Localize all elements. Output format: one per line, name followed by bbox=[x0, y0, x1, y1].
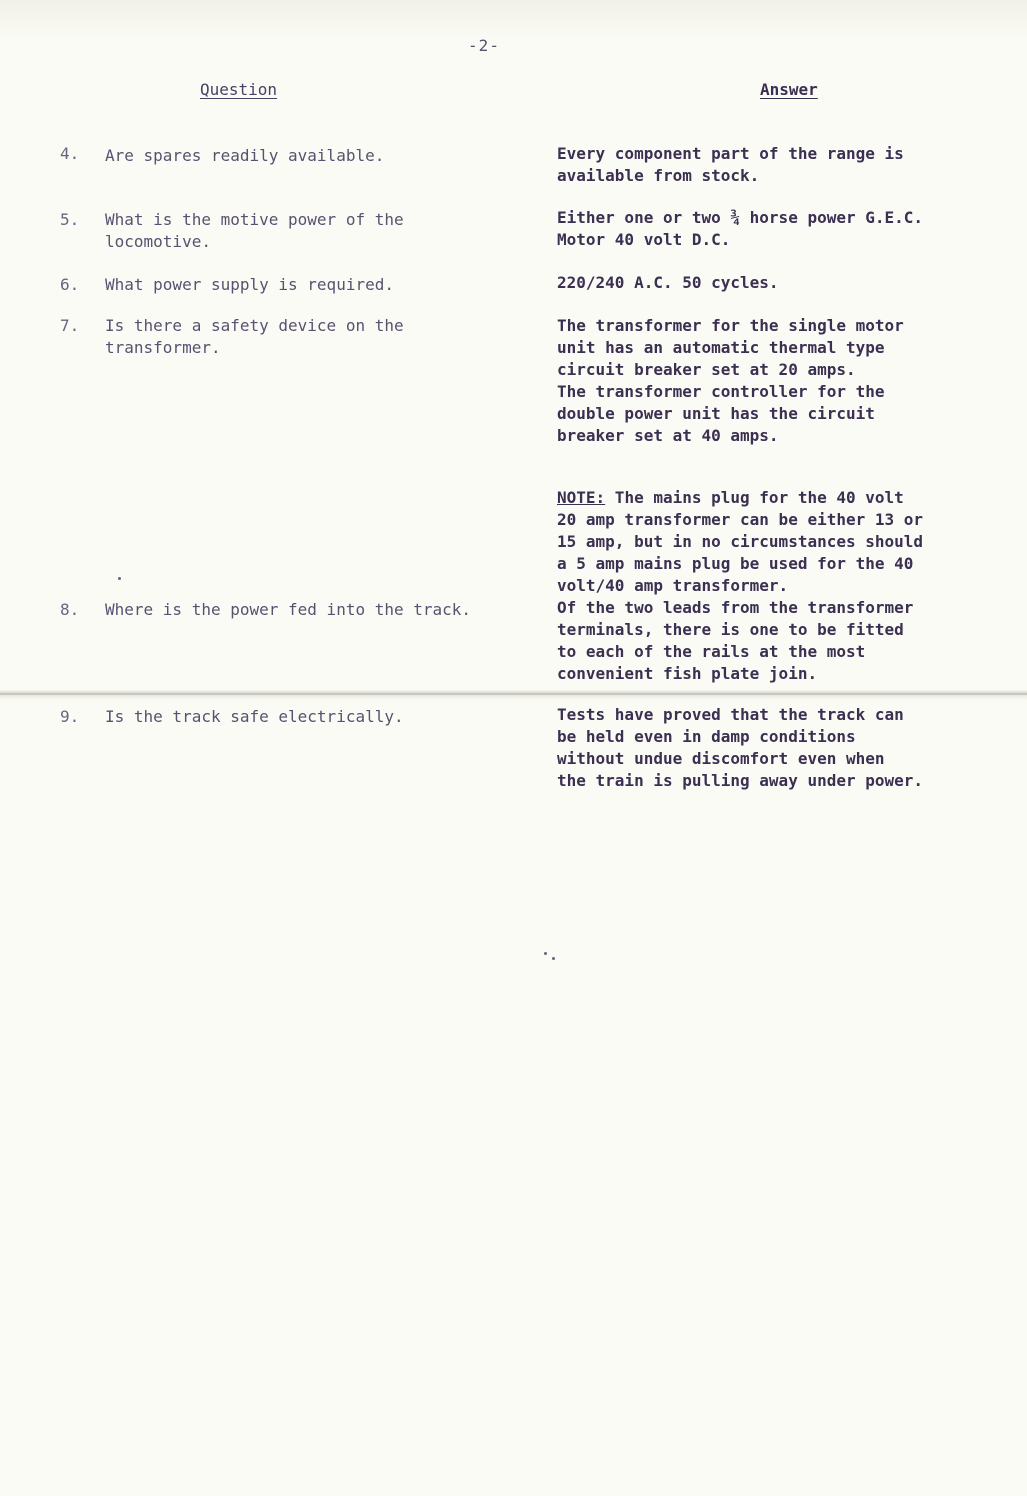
question-text: Is there a safety device on the transformer. bbox=[105, 316, 404, 357]
note-text: The mains plug for the 40 volt 20 amp transformer can be either 13 or 15 amp, but in no circumstances should a 5 amp mains plug be used for the 40 volt/40 amp transformer. bbox=[557, 488, 924, 595]
answer-text: 220/240 A.C. 50 cycles. bbox=[557, 273, 779, 292]
note-block bbox=[557, 465, 987, 597]
answer-text: The transformer for the single motor unit has an automatic thermal type circuit breaker set at 20 amps. The transformer controller for the double power unit has the circuit breaker set at 40 amps. bbox=[557, 316, 904, 445]
question-text: Is the track safe electrically. bbox=[105, 707, 404, 726]
question-text: Where is the power fed into the track. bbox=[105, 600, 472, 619]
paper-fold-line bbox=[0, 693, 1027, 695]
item-number: 7. bbox=[60, 316, 80, 335]
answer-column-header: Answer bbox=[760, 80, 818, 99]
ink-speck bbox=[544, 952, 547, 955]
item-number: 4. bbox=[60, 144, 80, 163]
question-text: What is the motive power of the locomotive. bbox=[105, 210, 404, 251]
ink-speck bbox=[552, 957, 555, 960]
answer-text: Every component part of the range is available from stock. bbox=[557, 144, 904, 185]
item-number: 6. bbox=[60, 275, 80, 294]
note-label: NOTE: bbox=[557, 488, 606, 507]
item-number: 9. bbox=[60, 707, 80, 726]
question-column-header: Question bbox=[200, 80, 278, 99]
question-text: Are spares readily available. bbox=[105, 146, 385, 165]
item-number: 5. bbox=[60, 210, 80, 229]
answer-text: Either one or two ¾ horse power G.E.C. Motor 40 volt D.C. bbox=[557, 208, 924, 249]
answer-text: Of the two leads from the transformer terminals, there is one to be fitted to each of the rails at the most convenient fish plate join. bbox=[557, 598, 914, 683]
item-number: 8. bbox=[60, 600, 80, 619]
answer-text: Tests have proved that the track can be held even in damp conditions without undue discomfort even when the train is pulling away under power. bbox=[557, 705, 924, 790]
page-number: -2- bbox=[468, 36, 500, 55]
ink-speck bbox=[118, 577, 121, 580]
question-text: What power supply is required. bbox=[105, 275, 394, 294]
